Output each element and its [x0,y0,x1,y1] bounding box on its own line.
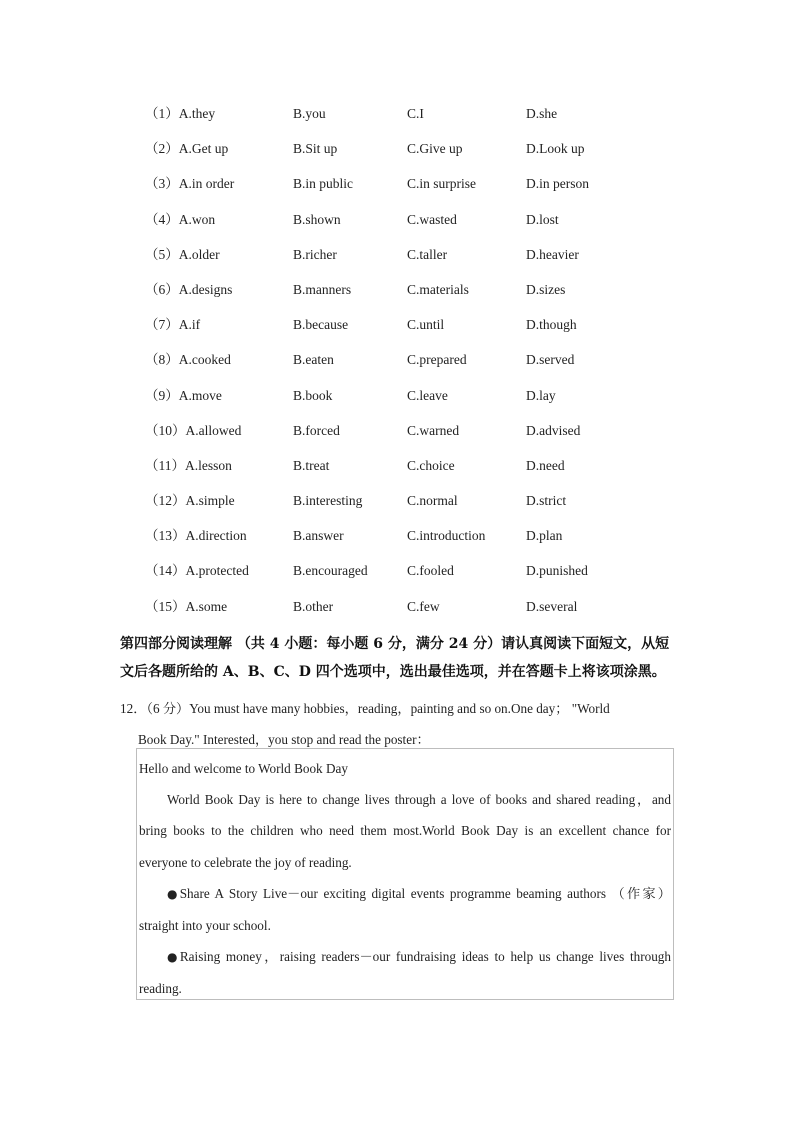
poster-title: Hello and welcome to World Book Day [139,761,348,776]
question-12 [120,693,676,755]
option-b: B.manners [293,281,352,297]
option-b: B.richer [293,246,337,262]
option-d: D.in person [526,176,589,192]
option-c: C.wasted [407,211,457,227]
option-b: B.other [293,598,334,614]
option-row-8 [145,351,705,386]
option-b: B.encouraged [293,563,368,579]
option-b: B.in public [293,176,353,192]
option-row-11 [145,457,705,492]
option-row-1 [145,105,705,140]
option-c: C.few [407,598,440,614]
option-d: D.lost [526,211,559,227]
option-b: B.you [293,106,326,121]
option-a: （15）A.some [145,598,228,614]
poster-bullet-1 [139,878,671,941]
option-row-7 [145,316,705,351]
option-row-6 [145,281,705,316]
option-b: B.treat [293,457,330,473]
option-a: （9）A.move [145,387,222,403]
option-row-12 [145,492,705,527]
option-a: （14）A.protected [145,563,249,579]
option-a: （10）A.allowed [145,422,242,438]
option-d: D.sizes [526,281,566,297]
option-a: （13）A.direction [145,528,247,544]
option-a: （12）A.simple [145,493,235,509]
option-d: D.strict [526,493,567,509]
poster-bullet-2 [139,941,671,1004]
option-row-9 [145,387,705,422]
option-a: （2）A.Get up [145,141,229,157]
question-12-line-2: Book Day." Interested，you stop and read the poster： [138,732,430,747]
option-row-3 [145,175,705,210]
option-c: C.materials [407,281,469,297]
option-row-4 [145,211,705,246]
option-d: D.served [526,352,575,368]
option-d: D.though [526,317,577,333]
bullet-icon: ● [167,950,180,965]
option-a: （11）A.lesson [145,457,232,473]
option-c: C.fooled [407,563,454,579]
option-b: B.eaten [293,352,334,368]
bullet-icon: ● [167,886,180,901]
option-a: （6）A.designs [145,281,233,297]
poster-box [136,748,674,1000]
option-d: D.Look up [526,141,585,157]
option-c: C.I [407,106,424,121]
option-c: C.warned [407,422,460,438]
option-row-13 [145,527,705,562]
option-row-2 [145,140,705,175]
option-c: C.choice [407,457,455,473]
answer-options-list [145,105,705,633]
question-12-line-1: 12．（6 分）You must have many hobbies，reading，painting and so on.One day； "World [120,701,610,716]
option-b: B.Sit up [293,141,338,157]
option-d: D.punished [526,563,588,579]
option-b: B.interesting [293,493,363,509]
option-b: B.forced [293,422,340,438]
poster-paragraph: World Book Day is here to change lives through a love of books and shared reading，and bring books to the children who need them most.World Book Day is an excellent chance for everyone to celebrate the joy of reading. [139,792,671,870]
option-d: D.advised [526,422,581,438]
option-a: （7）A.if [145,317,201,333]
option-d: D.plan [526,528,563,544]
option-c: C.leave [407,387,448,403]
option-row-5 [145,246,705,281]
option-d: D.she [526,106,558,121]
option-c: C.normal [407,493,458,509]
option-row-15 [145,598,705,633]
option-row-14 [145,562,705,597]
option-b: B.shown [293,211,341,227]
section-heading: 第四部分阅读理解 （共 4 小题：每小题 6 分，满分 24 分）请认真阅读下面短文，从短文后各题所给的 A、B、C、D 四个选项中，选出最佳选项，并在答题卡上将该项涂黑。 [120,636,670,680]
option-c: C.introduction [407,528,486,544]
option-row-10 [145,422,705,457]
option-d: D.several [526,598,578,614]
option-c: C.until [407,317,445,333]
option-b: B.because [293,317,349,333]
option-c: C.taller [407,246,448,262]
option-c: C.prepared [407,352,467,368]
option-d: D.heavier [526,246,579,262]
poster-bullet-2-text: Raising money，raising readers－our fundraising ideas to help us change lives through reading. [139,949,671,997]
option-a: （4）A.won [145,211,216,227]
poster-bullet-1-text: Share A Story Live－our exciting digital events programme beaming authors （作家） straight into your school. [139,885,671,934]
option-a: （1）A.they [145,106,216,121]
option-c: C.in surprise [407,176,476,192]
option-a: （3）A.in order [145,176,235,192]
option-b: B.answer [293,528,344,544]
option-d: D.need [526,457,565,473]
option-d: D.lay [526,387,556,403]
option-a: （8）A.cooked [145,352,231,368]
option-a: （5）A.older [145,246,220,262]
option-c: C.Give up [407,141,463,157]
option-b: B.book [293,387,333,403]
